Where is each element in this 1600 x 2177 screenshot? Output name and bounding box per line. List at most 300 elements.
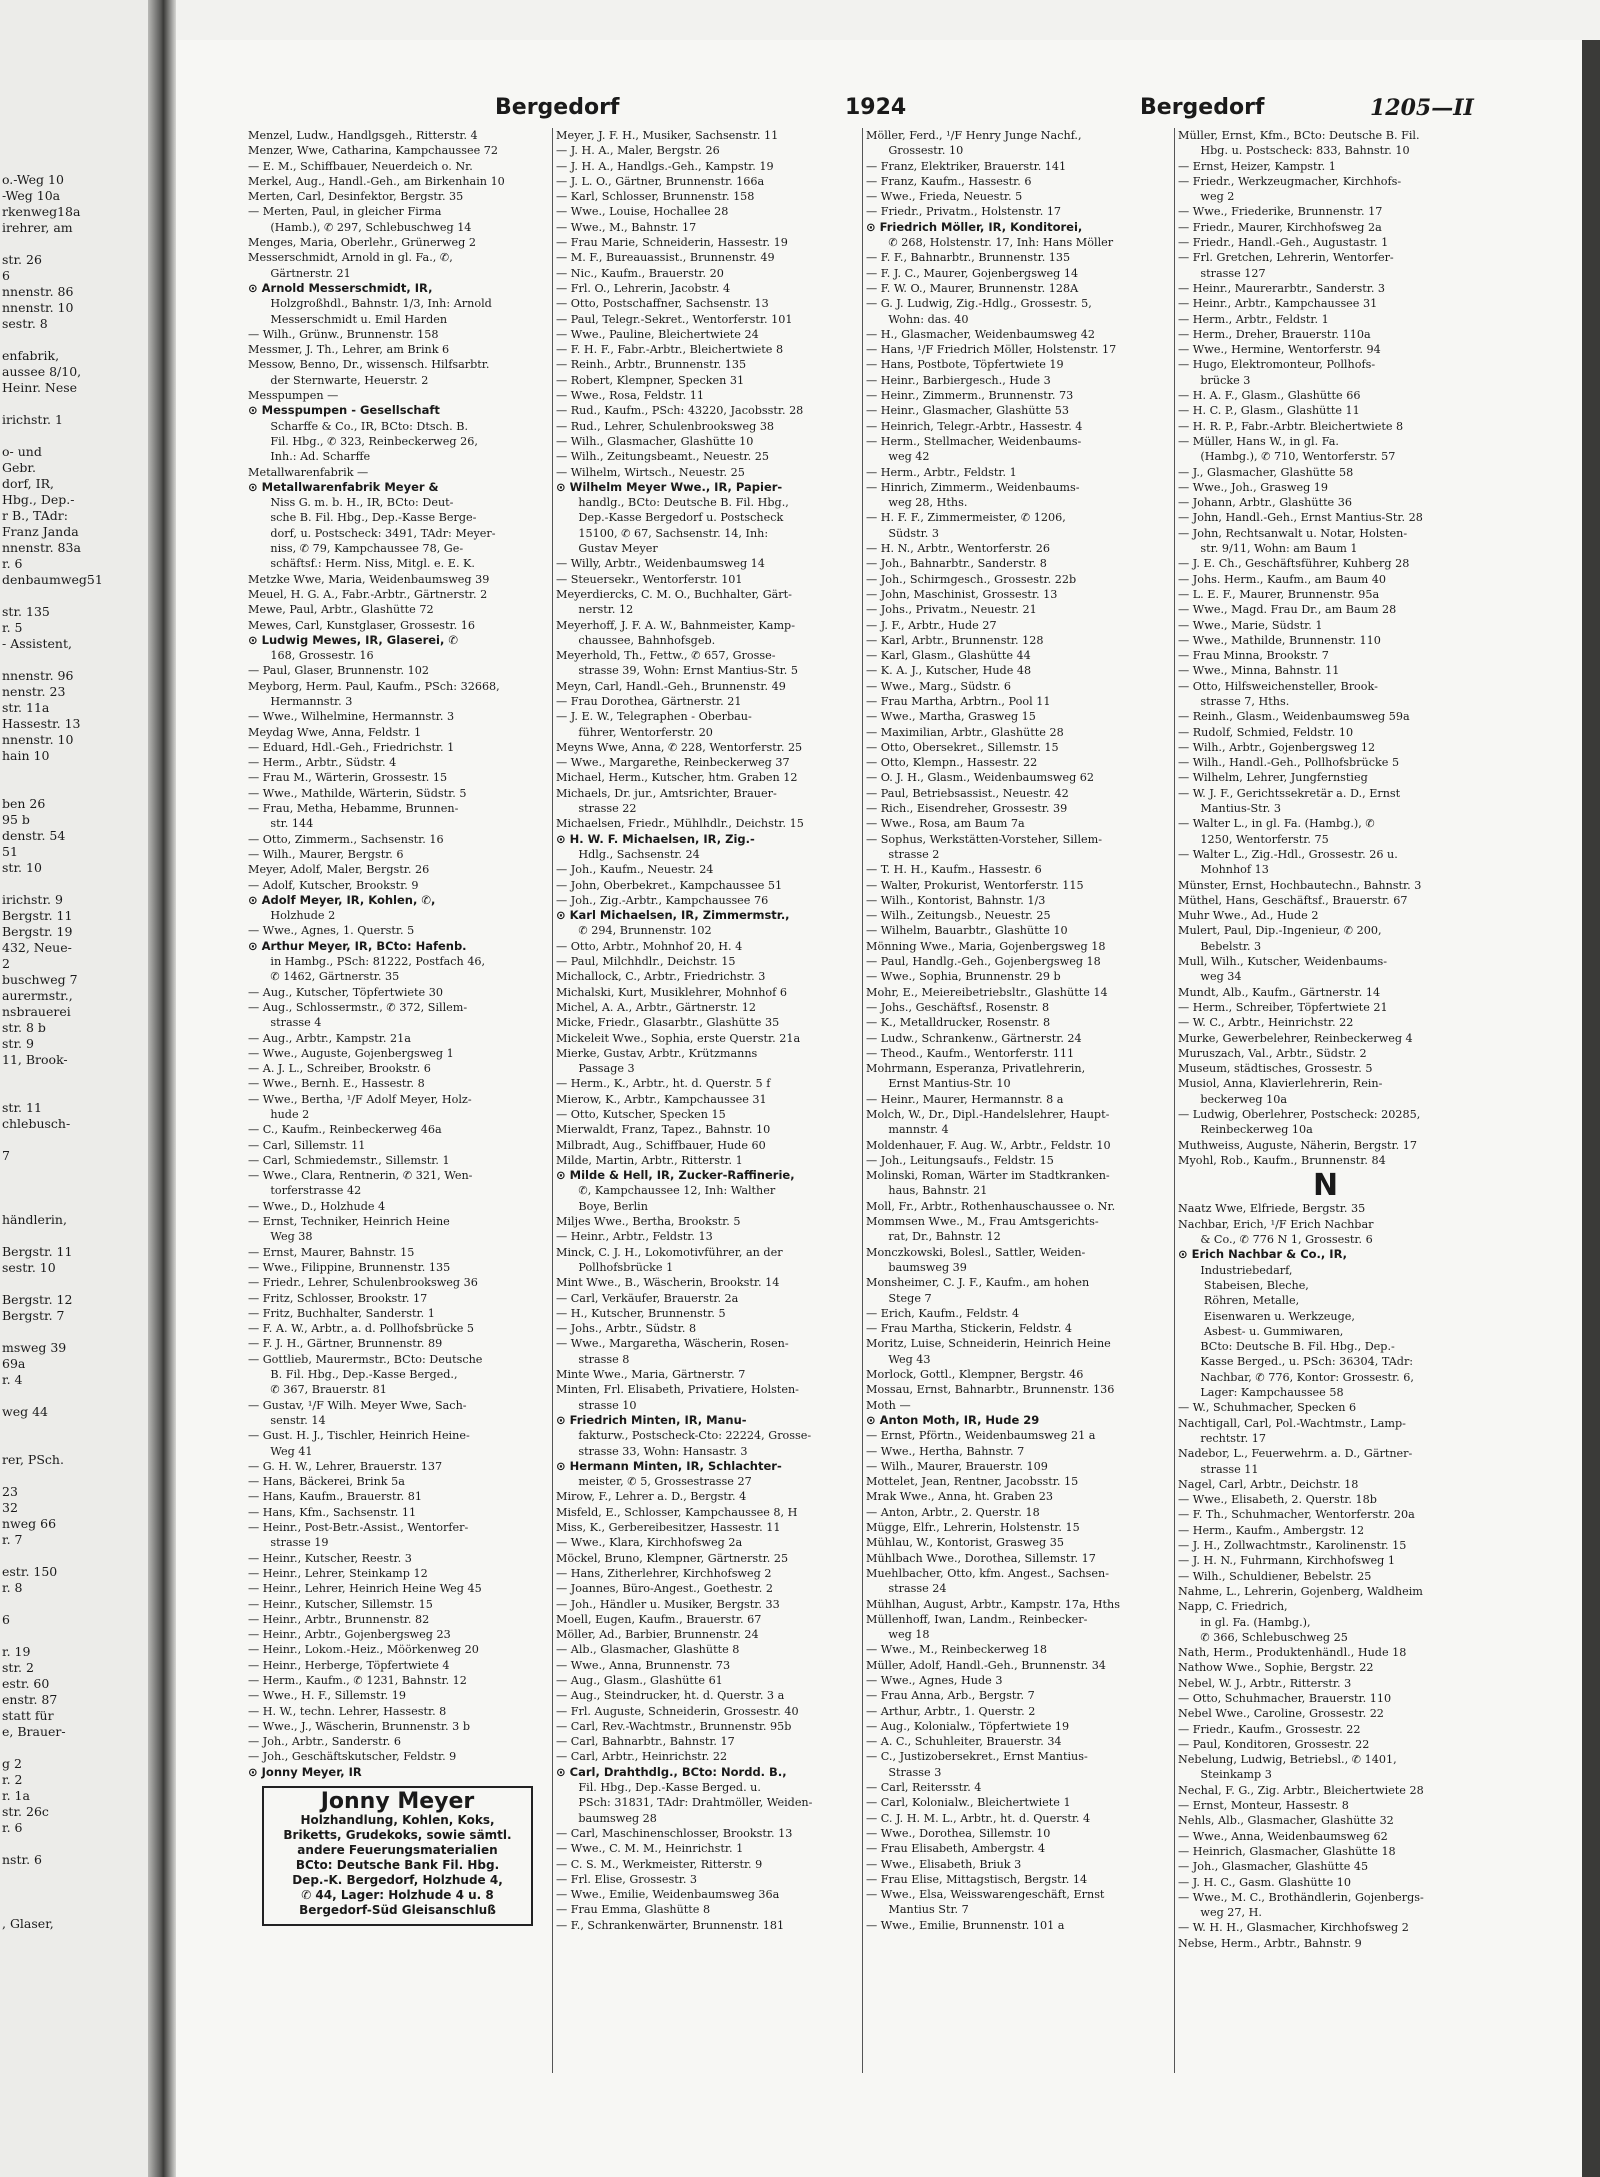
left-fragment-line: 95 b [2,812,30,827]
ad-line: andere Feuerungsmaterialien [297,1843,498,1858]
directory-line: Nahme, L., Lehrerin, Gojenberg, Waldheim [1178,1584,1423,1598]
directory-line: Mohr, E., Meiereibetriebsltr., Glashütte 14 [866,985,1108,999]
left-fragment-line: denstr. 54 [2,828,66,843]
directory-line: Holzhude 2 [248,909,336,923]
left-fragment-line: , Glaser, [2,1916,54,1931]
directory-line: — Alb., Glasmacher, Glashütte 8 [556,1643,740,1657]
directory-line: (Hambg.), ✆ 710, Wentorferstr. 57 [1178,450,1396,464]
directory-line: strasse 39, Wohn: Ernst Mantius-Str. 5 [556,664,798,678]
directory-line: — W. C., Arbtr., Heinrichstr. 22 [1178,1016,1354,1030]
directory-line: — Otto, Obersekret., Sillemstr. 15 [866,740,1059,754]
directory-line: rat, Dr., Bahnstr. 12 [866,1230,1001,1244]
directory-line: — Joannes, Büro-Angest., Goethestr. 2 [556,1582,773,1596]
page-number: 1205—II [1370,95,1474,121]
directory-line: weg 28, Hths. [866,496,968,510]
directory-line: — Heinr., Kutscher, Sillemstr. 15 [248,1597,433,1611]
directory-line: Moth — [866,1398,911,1412]
directory-line: rechtstr. 17 [1178,1431,1267,1445]
directory-line: — Heinr., Arbtr., Brunnenstr. 82 [248,1612,430,1626]
directory-line: — Wilh., Zeitungsbeamt., Neuestr. 25 [556,450,770,464]
left-fragment-line: Hassestr. 13 [2,716,81,731]
left-fragment-line: nenstr. 23 [2,684,66,699]
directory-line: mannstr. 4 [866,1123,949,1137]
directory-line: — Friedr., Kaufm., Grossestr. 22 [1178,1722,1361,1736]
directory-line: Misfeld, E., Schlosser, Kampchaussee 8, H [556,1505,798,1519]
directory-line: Weg 38 [248,1230,313,1244]
directory-line: Milde, Martin, Arbtr., Ritterstr. 1 [556,1153,743,1167]
directory-line: — Frau Dorothea, Gärtnerstr. 21 [556,694,742,708]
directory-line: strasse 19 [248,1536,329,1550]
directory-line: — M. F., Bureauassist., Brunnenstr. 49 [556,251,775,265]
directory-line: — Joh., Geschäftskutscher, Feldstr. 9 [248,1750,457,1764]
left-fragment-line: 69a [2,1356,26,1371]
left-fragment-line: sestr. 8 [2,316,48,331]
directory-line: Hbg. u. Postscheck: 833, Bahnstr. 10 [1178,144,1410,158]
left-fragment-line [2,236,103,252]
directory-line: chaussee, Bahnhofsgeb. [556,633,716,647]
directory-line: Merten, Carl, Desinfektor, Bergstr. 35 [248,190,464,204]
left-fragment-line: r. 7 [2,1532,23,1547]
left-fragment-line: msweg 39 [2,1340,67,1355]
ad-line: Bergedorf-Süd Gleisanschluß [299,1903,496,1918]
directory-line: — F. J. H., Gärtner, Brunnenstr. 89 [248,1337,443,1351]
directory-line: — Frl. Auguste, Schneiderin, Grossestr. 40 [556,1704,799,1718]
directory-line: — Wwe., Mathilde, Brunnenstr. 110 [1178,633,1381,647]
left-fragment-line [2,1548,103,1564]
directory-line: ✆ 268, Holstenstr. 17, Inh: Hans Möller [866,236,1114,250]
left-fragment-line: r. 1a [2,1788,30,1803]
directory-column-1 [248,128,543,1926]
directory-line: strasse 127 [1178,266,1266,280]
directory-line: — H. N., Arbtr., Wentorferstr. 26 [866,542,1051,556]
directory-line: Merkel, Aug., Handl.-Geh., am Birkenhain 10 [248,174,505,188]
directory-line: — J. E. Ch., Geschäftsführer, Kuhberg 28 [1178,557,1410,571]
directory-line: — Wwe., Hertha, Bahnstr. 7 [866,1444,1025,1458]
directory-line: — Friedr., Handl.-Geh., Augustastr. 1 [1178,236,1389,250]
directory-line: — Frl. Gretchen, Lehrerin, Wentorfer- [1178,251,1394,265]
directory-line: — W., Schuhmacher, Specken 6 [1178,1401,1357,1415]
directory-line: — Carl, Sillemstr. 11 [248,1138,366,1152]
directory-line: — Frau Martha, Arbtrn., Pool 11 [866,694,1051,708]
directory-line: & Co., ✆ 776 N 1, Grossestr. 6 [1178,1233,1373,1247]
directory-line: — Karl, Schlosser, Brunnenstr. 158 [556,190,755,204]
directory-line: — H. W., techn. Lehrer, Hassestr. 8 [248,1704,447,1718]
directory-line: Nebel Wwe., Caroline, Grossestr. 22 [1178,1707,1384,1721]
directory-line: Miss, K., Gerbereibesitzer, Hassestr. 11 [556,1521,781,1535]
left-fragment-line: 11, Brook- [2,1052,68,1067]
directory-line: 15100, ✆ 67, Sachsenstr. 14, Inh: [556,526,769,540]
directory-line: — Rud., Kaufm., PSch: 43220, Jacobsstr. 28 [556,404,804,418]
directory-line: strasse 11 [1178,1462,1259,1476]
directory-line: Meyerdiercks, C. M. O., Buchhalter, Gärt- [556,587,792,601]
directory-line: Pollhofsbrücke 1 [556,1260,674,1274]
directory-line: Mohrmann, Esperanza, Privatlehrerin, [866,1062,1086,1076]
header-left: Bergedorf [495,95,620,120]
left-fragment-line [2,780,103,796]
directory-line: — Otto, Klempn., Hassestr. 22 [866,756,1038,770]
directory-line: Mottelet, Jean, Rentner, Jacobsstr. 15 [866,1475,1079,1489]
directory-line: Mull, Wilh., Kutscher, Weidenbaums- [1178,955,1388,969]
directory-line: — Wilh., Glasmacher, Glashütte 10 [556,434,754,448]
left-fragment-line [2,1276,103,1292]
directory-line: — Carl, Arbtr., Heinrichstr. 22 [556,1750,728,1764]
directory-line: Strasse 3 [866,1765,942,1779]
directory-line: 168, Grossestr. 16 [248,649,374,663]
directory-line: — Joh., Kaufm., Neuestr. 24 [556,863,714,877]
directory-line: Milbradt, Aug., Schiffbauer, Hude 60 [556,1138,766,1152]
left-fragment-line: 7 [2,1148,10,1163]
directory-line: — Herm., Arbtr., Südstr. 4 [248,756,397,770]
left-fragment-line: nstr. 6 [2,1852,42,1867]
directory-line: Mommsen Wwe., M., Frau Amtsgerichts- [866,1215,1099,1229]
directory-line: — Maximilian, Arbtr., Glashütte 28 [866,725,1064,739]
left-fragment-line [2,1180,103,1196]
left-fragment-line: irichstr. 9 [2,892,63,907]
directory-line: — Heinr., Arbtr., Kampchaussee 31 [1178,297,1378,311]
directory-line: Asbest- u. Gummiwaren, [1178,1324,1344,1338]
directory-line: Reinbeckerweg 10a [1178,1123,1313,1137]
directory-line: — C. S. M., Werkmeister, Ritterstr. 9 [556,1857,763,1871]
directory-line: Mantius-Str. 3 [1178,802,1282,816]
directory-line: Münster, Ernst, Hochbautechn., Bahnstr. 3 [1178,878,1422,892]
directory-line: Michel, A. A., Arbtr., Gärtnerstr. 12 [556,1000,756,1014]
directory-line: Minck, C. J. H., Lokomotivführer, an der [556,1245,783,1259]
directory-line: — Wilh., Kontorist, Bahnstr. 1/3 [866,893,1046,907]
directory-line: ⊙ Adolf Meyer, IR, Kohlen, ✆, [248,892,436,907]
directory-line: — Franz, Elektriker, Brauerstr. 141 [866,159,1067,173]
left-fragment-line: r B., TAdr: [2,508,68,523]
directory-line: — Willy, Arbtr., Weidenbaumsweg 14 [556,557,765,571]
directory-line: — O. J. H., Glasm., Weidenbaumsweg 62 [866,771,1095,785]
directory-line: — Wwe., J., Wäscherin, Brunnenstr. 3 b [248,1719,470,1733]
left-fragment-line: rer, PSch. [2,1452,64,1467]
directory-line: Lager: Kampchaussee 58 [1178,1386,1344,1400]
directory-line: Mügge, Elfr., Lehrerin, Holstenstr. 15 [866,1521,1080,1535]
directory-line: Monsheimer, C. J. F., Kaufm., am hohen [866,1276,1090,1290]
directory-line: Meyerhold, Th., Fettw., ✆ 657, Grosse- [556,649,776,663]
left-fragment-line [2,1164,103,1180]
left-fragment-line: r. 4 [2,1372,23,1387]
directory-line: Mrak Wwe., Anna, ht. Graben 23 [866,1490,1053,1504]
directory-line: — Karl, Glasm., Glashütte 44 [866,649,1031,663]
directory-line: — Wilh., Zeitungsb., Neuestr. 25 [866,909,1051,923]
directory-line: — Joh., Bahnarbtr., Sanderstr. 8 [866,557,1047,571]
ad-line: Holzhandlung, Kohlen, Koks, [300,1813,495,1828]
directory-line: ⊙ Arnold Messerschmidt, IR, [248,280,433,295]
directory-line: Menzel, Ludw., Handlgsgeh., Ritterstr. 4 [248,129,478,142]
directory-line: Musiol, Anna, Klavierlehrerin, Rein- [1178,1077,1383,1091]
left-fragment-line [2,428,103,444]
directory-line: — Wwe., Anna, Brunnenstr. 73 [556,1658,731,1672]
directory-line: Museum, städtisches, Grossestr. 5 [1178,1062,1373,1076]
left-fragment-line: chlebusch- [2,1116,71,1131]
directory-line: — Wwe., H. F., Sillemstr. 19 [248,1689,406,1703]
left-fragment-line: str. 26 [2,252,42,267]
directory-line: Messerschmidt, Arnold in gl. Fa., ✆, [248,251,453,265]
directory-line: Nebelung, Ludwig, Betriebsl., ✆ 1401, [1178,1753,1397,1767]
directory-line: Michael, Herm., Kutscher, htm. Graben 12 [556,771,798,785]
directory-line: — Wilh., Handl.-Geh., Pollhofsbrücke 5 [1178,756,1400,770]
directory-line: — Wwe., Wilhelmine, Hermannstr. 3 [248,710,455,724]
directory-line: — Anton, Arbtr., 2. Querstr. 18 [866,1505,1040,1519]
directory-line: Gustav Meyer [556,542,658,556]
left-fragment-line [2,1900,103,1916]
directory-line: Nachbar, ✆ 776, Kontor: Grossestr. 6, [1178,1370,1414,1384]
directory-line: — Wwe., Clara, Rentnerin, ✆ 321, Wen- [248,1169,473,1183]
directory-line: strasse 2 [866,847,940,861]
directory-line: torferstrasse 42 [248,1184,362,1198]
directory-line: ✆ 294, Brunnenstr. 102 [556,924,712,938]
left-fragment-line [2,1884,103,1900]
directory-line: — Wwe., Pauline, Bleichertwiete 24 [556,327,759,341]
directory-line: ⊙ Ludwig Mewes, IR, Glaserei, ✆ [248,632,458,647]
directory-line: — Wwe., Filippine, Brunnenstr. 135 [248,1260,451,1274]
directory-line: Dep.-Kasse Bergedorf u. Postscheck [556,511,784,525]
left-fragment-line: g 2 [2,1756,22,1771]
directory-line: Meydag Wwe, Anna, Feldstr. 1 [248,725,422,739]
directory-line: — Wilh., Schuldiener, Bebelstr. 25 [1178,1569,1372,1583]
directory-line: Michaelsen, Friedr., Mühlhdlr., Deichstr. 15 [556,817,804,831]
left-fragment-line: 32 [2,1500,18,1515]
left-fragment-line: 6 [2,1612,10,1627]
directory-line: — Herm., Arbtr., Feldstr. 1 [1178,312,1329,326]
directory-line: Scharffe & Co., IR, BCto: Dtsch. B. [248,419,469,433]
left-fragment-line [2,764,103,780]
directory-line: ⊙ Metallwarenfabrik Meyer & [248,479,439,494]
directory-line: — Erich, Kaufm., Feldstr. 4 [866,1306,1020,1320]
directory-line: — Otto, Kutscher, Specken 15 [556,1108,726,1121]
directory-line: — Wwe., Rosa, Feldstr. 11 [556,389,705,403]
directory-line: Meyborg, Herm. Paul, Kaufm., PSch: 32668, [248,679,500,693]
directory-line: Mierke, Gustav, Arbtr., Krützmanns [556,1046,758,1060]
directory-line: — Heinr., Lokom.-Heiz., Möörkenweg 20 [248,1643,479,1657]
directory-line: Mickeleit Wwe., Sophia, erste Querstr. 21a [556,1031,801,1045]
left-fragment-line: aurermstr., [2,988,73,1003]
directory-column-3 [866,128,1161,1933]
directory-line: — Gottlieb, Maurermstr., BCto: Deutsche [248,1352,483,1366]
directory-line: Mohnhof 13 [1178,863,1269,877]
directory-line: — Johs., Geschäftsf., Rosenstr. 8 [866,1000,1050,1014]
directory-line: — Fritz, Buchhalter, Sanderstr. 1 [248,1306,435,1320]
directory-line: ✆ 1462, Gärtnerstr. 35 [248,970,400,984]
directory-line: — Joh., Zig.-Arbtr., Kampchaussee 76 [556,893,769,907]
directory-line: — Friedr., Maurer, Kirchhofsweg 2a [1178,220,1382,234]
directory-line: — H., Kutscher, Brunnenstr. 5 [556,1306,726,1320]
directory-line: der Sternwarte, Heuerstr. 2 [248,373,429,387]
left-page-fragment [0,0,150,2177]
directory-line: — Wwe., Rosa, am Baum 7a [866,817,1025,831]
directory-line: — Sophus, Werkstätten-Vorsteher, Sillem- [866,832,1103,846]
directory-line: weg 2 [1178,190,1235,204]
directory-line: — Steuersekr., Wentorferstr. 101 [556,572,743,586]
directory-line: — Ludw., Schrankenw., Gärtnerstr. 24 [866,1031,1082,1045]
directory-line: ✆, Kampchaussee 12, Inh: Walther [556,1184,776,1198]
directory-line: — F. F., Bahnarbtr., Brunnenstr. 135 [866,251,1071,265]
directory-line: — J. H. N., Fuhrmann, Kirchhofsweg 1 [1178,1554,1396,1568]
directory-line: — Wwe., Joh., Grasweg 19 [1178,480,1329,494]
directory-line: — Wwe., Bernh. E., Hassestr. 8 [248,1077,425,1091]
left-fragment-line [2,652,103,668]
directory-line: baumsweg 28 [556,1811,657,1825]
directory-line: — Wwe., Magd. Frau Dr., am Baum 28 [1178,603,1397,617]
directory-line: — Wwe., C. M. M., Heinrichstr. 1 [556,1842,744,1856]
directory-line: Menges, Maria, Oberlehr., Grünerweg 2 [248,236,476,250]
directory-line: — John, Rechtsanwalt u. Notar, Holsten- [1178,526,1408,540]
directory-line: — Robert, Klempner, Specken 31 [556,373,745,387]
directory-line: — Otto, Arbtr., Mohnhof 20, H. 4 [556,939,743,953]
directory-line: Eisenwaren u. Werkzeuge, [1178,1309,1355,1323]
directory-line: — Eduard, Hdl.-Geh., Friedrichstr. 1 [248,740,455,754]
directory-line: — Walter L., in gl. Fa. (Hambg.), ✆ [1178,817,1375,831]
directory-line: — Wilh., Grünw., Brunnenstr. 158 [248,327,439,341]
directory-line: Müllenhoff, Iwan, Landm., Reinbecker- [866,1612,1088,1626]
left-fragment-line [2,1740,103,1756]
directory-line: — Aug., Kolonialw., Töpfertwiete 19 [866,1719,1070,1733]
left-fragment-line: Bergstr. 19 [2,924,73,939]
directory-line: — Wwe., M., Bahnstr. 17 [556,220,697,234]
directory-line: Bebelstr. 3 [1178,939,1262,953]
left-fragment-line: enfabrik, [2,348,60,363]
directory-line: — Hans, ¹/F Friedrich Möller, Holstenstr. 17 [866,343,1117,357]
directory-line: ⊙ Erich Nachbar & Co., IR, [1178,1247,1348,1262]
left-fragment-line [2,332,103,348]
header-year: 1924 [845,95,907,120]
directory-line: Mierwaldt, Franz, Tapez., Bahnstr. 10 [556,1123,771,1137]
left-fragment-line: 6 [2,268,10,283]
directory-line: ⊙ Jonny Meyer, IR [248,1764,362,1779]
directory-line: ✆ 367, Brauerstr. 81 [248,1383,387,1397]
directory-line: — Frau Minna, Brookstr. 7 [1178,649,1329,663]
directory-line: — Ernst, Techniker, Heinrich Heine [248,1215,450,1229]
directory-line: — Johann, Arbtr., Glashütte 36 [1178,496,1352,510]
directory-line: — Merten, Paul, in gleicher Firma [248,205,442,219]
directory-line: ⊙ H. W. F. Michaelsen, IR, Zig.- [556,831,755,846]
left-fragment-line: r. 6 [2,1820,23,1835]
directory-column-4 [1178,128,1473,1951]
directory-line: — Wwe., D., Holzhude 4 [248,1199,386,1213]
directory-line: (Hamb.), ✆ 297, Schlebuschweg 14 [248,220,472,234]
directory-line: Michalski, Kurt, Musiklehrer, Mohnhof 6 [556,985,787,999]
directory-line: schäftsf.: Herm. Niss, Mitgl. e. E. K. [248,557,475,571]
left-fragment-line [2,1868,103,1884]
directory-line: — Johs., Arbtr., Südstr. 8 [556,1322,697,1336]
ad-title: Jonny Meyer [320,1789,475,1815]
directory-line: BCto: Deutsche B. Fil. Hbg., Dep.- [1178,1340,1395,1354]
left-fragment-line: estr. 150 [2,1564,58,1579]
directory-line: — Paul, Betriebsassist., Neuestr. 42 [866,786,1069,800]
directory-line: Mundt, Alb., Kaufm., Gärtnerstr. 14 [1178,985,1381,999]
directory-line: — Frau Anna, Arb., Bergstr. 7 [866,1689,1035,1703]
section-letter: N [1312,1168,1339,1204]
directory-line: — Paul, Glaser, Brunnenstr. 102 [248,664,429,678]
directory-line: — F. A. W., Arbtr., a. d. Pollhofsbrücke 5 [248,1322,475,1336]
directory-line: ⊙ Milde & Hell, IR, Zucker-Raffinerie, [556,1168,795,1183]
directory-line: Kasse Berged., u. PSch: 36304, TAdr: [1178,1355,1414,1369]
directory-line: — A. C., Schuhleiter, Brauerstr. 34 [866,1735,1062,1749]
left-fragment-line: 51 [2,844,18,859]
directory-line: ⊙ Messpumpen - Gesellschaft [248,403,440,418]
directory-line: Muhr Wwe., Ad., Hude 2 [1178,909,1319,923]
directory-line: — A. J. L., Schreiber, Brookstr. 6 [248,1062,431,1076]
directory-line: — Gust. H. J., Tischler, Heinrich Heine- [248,1429,470,1443]
left-fragment-line [2,1420,103,1436]
directory-line: — W. H. H., Glasmacher, Kirchhofsweg 2 [1178,1921,1409,1935]
directory-line: Ernst Mantius-Str. 10 [866,1077,1011,1091]
directory-line: — Herm., Kaufm., Ambergstr. 12 [1178,1523,1365,1537]
directory-line: — Herm., Schreiber, Töpfertwiete 21 [1178,1000,1388,1014]
left-fragment-line [2,1628,103,1644]
directory-line: — J. H., Zollwachtmstr., Karolinenstr. 15 [1178,1539,1407,1553]
ad-line: Dep.-K. Bergedorf, Holzhude 4, [292,1873,503,1888]
directory-line: ⊙ Karl Michaelsen, IR, Zimmermstr., [556,908,790,923]
directory-line: — C., Justizobersekret., Ernst Mantius- [866,1750,1088,1764]
directory-line: strasse 33, Wohn: Hansastr. 3 [556,1444,748,1458]
directory-line: str. 144 [248,817,314,831]
directory-line: — Joh., Leitungsaufs., Feldstr. 15 [866,1153,1054,1167]
directory-line: — Heinr., Lehrer, Heinrich Heine Weg 45 [248,1582,482,1596]
left-fragment-line: Bergstr. 7 [2,1308,65,1323]
directory-line: — Paul, Telegr.-Sekret., Wentorferstr. 101 [556,312,793,326]
left-fragment-line: nnenstr. 10 [2,300,74,315]
left-fragment-line: Bergstr. 11 [2,1244,73,1259]
directory-line: Mierow, K., Arbtr., Kampchaussee 31 [556,1092,767,1106]
left-fragment-line: r. 2 [2,1772,23,1787]
page-edge [1582,40,1600,2177]
directory-line: — Aug., Arbtr., Kampstr. 21a [248,1031,411,1045]
directory-line: Nachtigall, Carl, Pol.-Wachtmstr., Lamp- [1178,1416,1406,1430]
left-fragment-line: r. 8 [2,1580,23,1595]
directory-line: — Frau Emma, Glashütte 8 [556,1903,711,1917]
directory-line: Messow, Benno, Dr., wissensch. Hilfsarbtr. [248,358,490,372]
directory-line: Meyer, J. F. H., Musiker, Sachsenstr. 11 [556,129,779,142]
left-fragment-line: str. 26c [2,1804,49,1819]
directory-line: Mewe, Paul, Arbtr., Glashütte 72 [248,603,434,617]
directory-line: Moell, Eugen, Kaufm., Brauerstr. 67 [556,1612,762,1626]
directory-line: — Gustav, ¹/F Wilh. Meyer Wwe, Sach- [248,1398,467,1412]
directory-line: Napp, C. Friedrich, [1178,1600,1288,1614]
directory-line: Weg 43 [866,1352,931,1366]
directory-line: — Wwe., Minna, Bahnstr. 11 [1178,664,1340,678]
directory-line: — G. H. W., Lehrer, Brauerstr. 137 [248,1459,443,1473]
directory-line: — Joh., Schirmgesch., Grossestr. 22b [866,572,1077,586]
directory-line: ⊙ Friedrich Möller, IR, Konditorei, [866,219,1083,234]
left-fragment-line: str. 135 [2,604,50,619]
directory-line: — Carl, Rev.-Wachtmstr., Brunnenstr. 95b [556,1719,792,1733]
directory-line: Inh.: Ad. Scharffe [248,450,371,464]
left-fragment-line [2,1324,103,1340]
left-fragment-line: e, Brauer- [2,1724,66,1739]
directory-line: weg 42 [866,450,930,464]
directory-line: Meyerhoff, J. F. A. W., Bahnmeister, Kamp- [556,618,796,632]
directory-line: Michallock, C., Arbtr., Friedrichstr. 3 [556,970,766,984]
directory-line: — Frau Marie, Schneiderin, Hassestr. 19 [556,236,788,250]
directory-line: — Franz, Kaufm., Hassestr. 6 [866,174,1032,188]
directory-line: Messerschmidt u. Emil Harden [248,312,448,326]
directory-line: — Heinr., Maurerarbtr., Sanderstr. 3 [1178,281,1386,295]
jonny-meyer-advertisement [262,1786,533,1926]
directory-line: — Wwe., Dorothea, Sillemstr. 10 [866,1826,1051,1840]
directory-line: — J., Glasmacher, Glashütte 58 [1178,465,1354,479]
directory-line: Mühlau, W., Kontorist, Grasweg 35 [866,1536,1064,1550]
left-fragment-line [2,1836,103,1852]
directory-line: — Herm., K., Arbtr., ht. d. Querstr. 5 f [556,1077,771,1091]
directory-line: — Ernst, Monteur, Hassestr. 8 [1178,1799,1349,1813]
directory-line: — John, Oberbekret., Kampchaussee 51 [556,878,783,892]
left-fragment-line: weg 44 [2,1404,48,1419]
directory-line: — L. E. F., Maurer, Brunnenstr. 95a [1178,587,1380,601]
directory-line: senstr. 14 [248,1413,326,1427]
directory-line: Passage 3 [556,1062,635,1076]
